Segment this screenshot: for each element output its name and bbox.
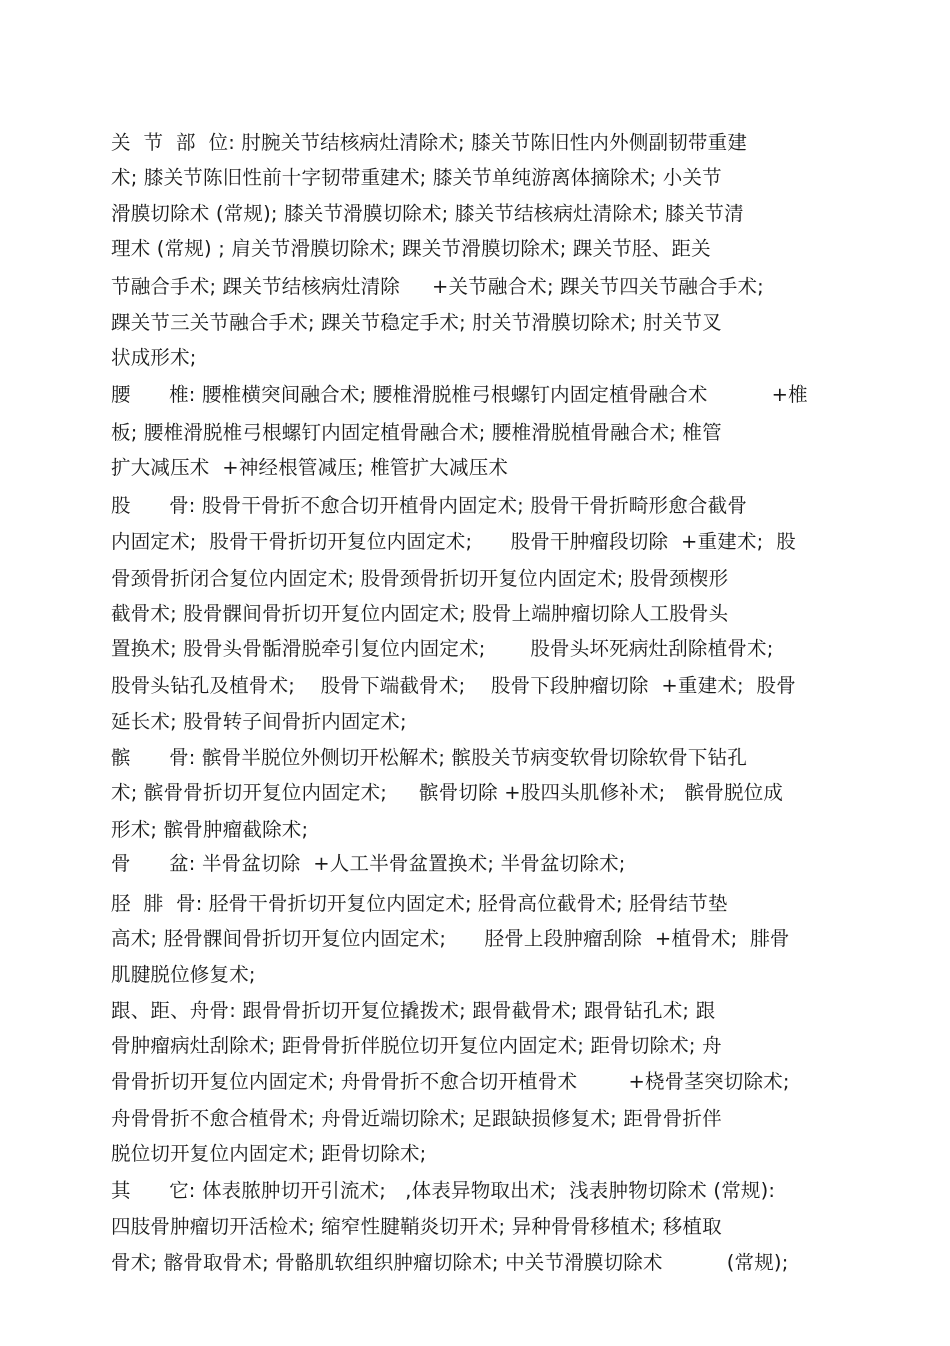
- text-line: 股骨头钻孔及植骨术; 股骨下端截骨术; 股骨下段肿瘤切除 +重建术; 股骨: [111, 674, 796, 697]
- text-line: 脱位切开复位内固定术; 距骨切除术;: [111, 1142, 427, 1165]
- text-line: 延长术; 股骨转子间骨折内固定术;: [111, 710, 407, 733]
- text-line: 高术; 胫骨髁间骨折切开复位内固定术; 胫骨上段肿瘤刮除 +植骨术; 腓骨: [111, 927, 790, 950]
- text-line: 髌 骨: 髌骨半脱位外侧切开松解术; 髌股关节病变软骨切除软骨下钻孔: [111, 746, 748, 769]
- text-line: 肌腱脱位修复术;: [111, 963, 256, 986]
- text-line: 踝关节三关节融合手术; 踝关节稳定手术; 肘关节滑膜切除术; 肘关节叉: [111, 311, 722, 334]
- text-line: 理术 (常规) ; 肩关节滑膜切除术; 踝关节滑膜切除术; 踝关节胫、距关: [111, 237, 711, 260]
- text-line: 四肢骨肿瘤切开活检术; 缩窄性腱鞘炎切开术; 异种骨骨移植术; 移植取: [111, 1215, 722, 1238]
- text-line: 骨肿瘤病灶刮除术; 距骨骨折伴脱位切开复位内固定术; 距骨切除术; 舟: [111, 1034, 722, 1057]
- text-line: 状成形术;: [111, 346, 197, 369]
- text-line: 腰 椎: 腰椎横突间融合术; 腰椎滑脱椎弓根螺钉内固定植骨融合术 +椎: [111, 383, 808, 406]
- text-line: 其 它: 体表脓肿切开引流术; ,体表异物取出术; 浅表肿物切除术 (常规):: [111, 1179, 776, 1202]
- text-line: 跟、距、舟骨: 跟骨骨折切开复位撬拨术; 跟骨截骨术; 跟骨钻孔术; 跟: [111, 999, 716, 1022]
- text-line: 节融合手术; 踝关节结核病灶清除 +关节融合术; 踝关节四关节融合手术;: [111, 275, 764, 298]
- text-line: 形术; 髌骨肿瘤截除术;: [111, 818, 309, 841]
- text-line: 关 节 部 位: 肘腕关节结核病灶清除术; 膝关节陈旧性内外侧副韧带重建: [111, 131, 748, 154]
- text-line: 骨术; 髂骨取骨术; 骨骼肌软组织肿瘤切除术; 中关节滑膜切除术 (常规);: [111, 1251, 789, 1274]
- text-line: 板; 腰椎滑脱椎弓根螺钉内固定植骨融合术; 腰椎滑脱植骨融合术; 椎管: [111, 421, 722, 444]
- text-line: 股 骨: 股骨干骨折不愈合切开植骨内固定术; 股骨干骨折畸形愈合截骨: [111, 494, 748, 517]
- text-line: 扩大减压术 +神经根管减压; 椎管扩大减压术: [111, 456, 509, 479]
- text-line: 置换术; 股骨头骨骺滑脱牵引复位内固定术; 股骨头坏死病灶刮除植骨术;: [111, 637, 774, 660]
- text-line: 截骨术; 股骨髁间骨折切开复位内固定术; 股骨上端肿瘤切除人工股骨头: [111, 602, 729, 625]
- text-line: 胫 腓 骨: 胫骨干骨折切开复位内固定术; 胫骨高位截骨术; 胫骨结节垫: [111, 892, 728, 915]
- text-line: 骨颈骨折闭合复位内固定术; 股骨颈骨折切开复位内固定术; 股骨颈楔形: [111, 567, 729, 590]
- text-line: 术; 髌骨骨折切开复位内固定术; 髌骨切除 +股四头肌修补术; 髌骨脱位成: [111, 781, 784, 804]
- text-line: 内固定术; 股骨干骨折切开复位内固定术; 股骨干肿瘤段切除 +重建术; 股: [111, 530, 796, 553]
- text-line: 舟骨骨折不愈合植骨术; 舟骨近端切除术; 足跟缺损修复术; 距骨骨折伴: [111, 1107, 722, 1130]
- text-line: 滑膜切除术 (常规); 膝关节滑膜切除术; 膝关节结核病灶清除术; 膝关节清: [111, 202, 744, 225]
- text-line: 骨骨折切开复位内固定术; 舟骨骨折不愈合切开植骨术 +桡骨茎突切除术;: [111, 1070, 790, 1093]
- text-line: 骨 盆: 半骨盆切除 +人工半骨盆置换术; 半骨盆切除术;: [111, 852, 626, 875]
- text-line: 术; 膝关节陈旧性前十字韧带重建术; 膝关节单纯游离体摘除术; 小关节: [111, 166, 722, 189]
